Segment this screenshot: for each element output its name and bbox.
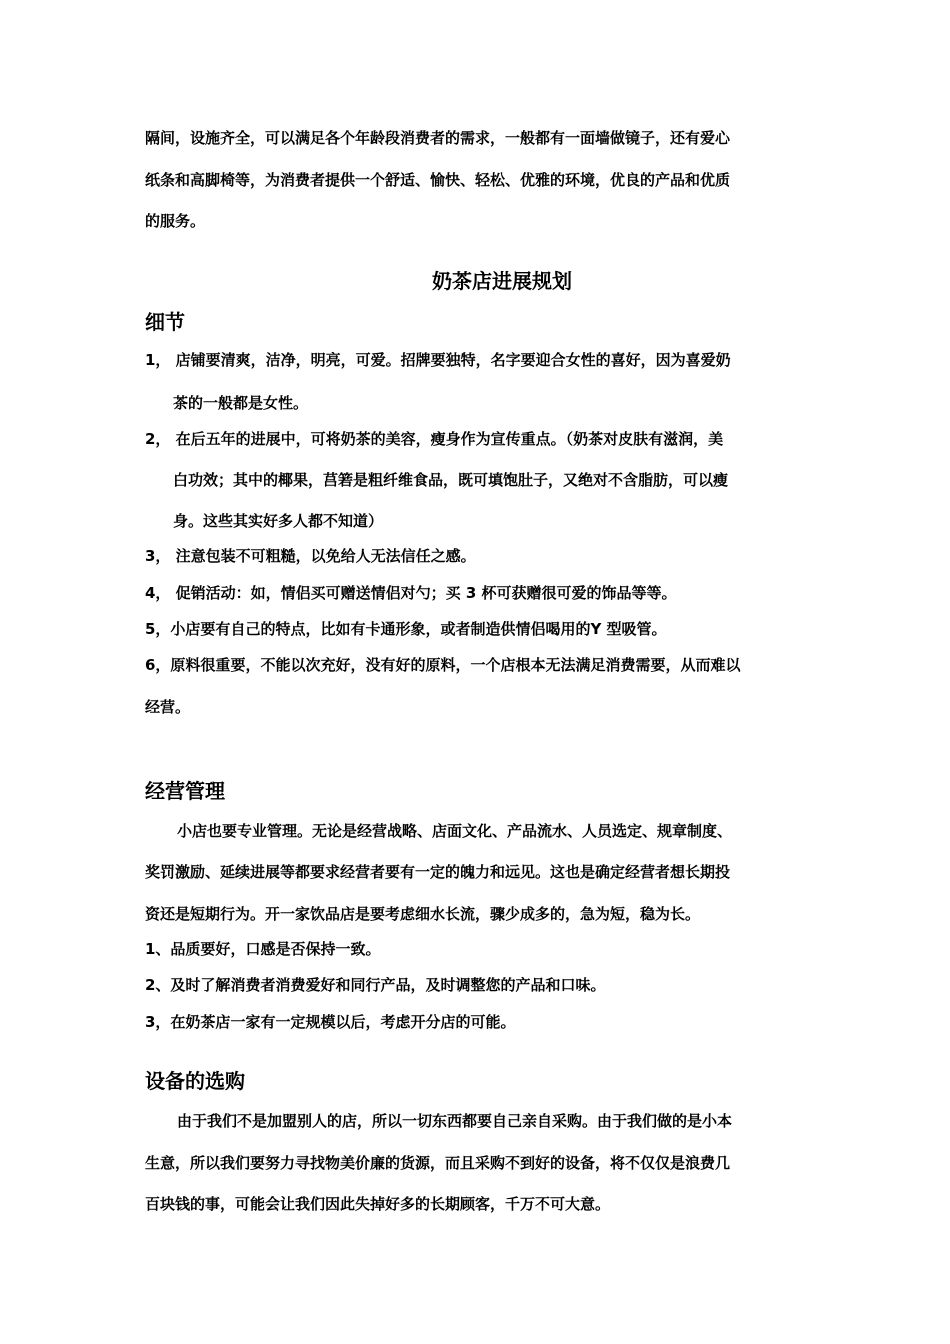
intro-line-3: 的服务。	[145, 212, 206, 230]
equipment-line-3: 百块钱的事，可能会让我们因此失掉好多的长期顾客，千万不可大意。	[145, 1195, 611, 1213]
details-item-4: 4， 促销活动：如，情侣买可赠送情侣对勺；买 3 杯可获赠很可爱的饰品等等。	[145, 584, 677, 602]
management-line-3: 资还是短期行为。开一家饮品店是要考虑细水长流，骤少成多的，急为短，稳为长。	[145, 905, 701, 923]
management-item-2: 2、及时了解消费者消费爱好和同行产品，及时调整您的产品和口味。	[145, 976, 606, 994]
details-item-2-cont-1: 白功效；其中的椰果，莒箬是粗纤维食品，既可填饱肚子，又绝对不含脂肪，可以瘦	[173, 471, 729, 489]
equipment-line-2: 生意，所以我们要努力寻找物美价廉的货源，而且采购不到好的设备，将不仅仅是浪费几	[145, 1154, 731, 1172]
management-item-1: 1、品质要好，口感是否保持一致。	[145, 940, 381, 958]
details-item-6-cont: 经营。	[145, 698, 191, 716]
document-title: 奶茶店进展规划	[432, 269, 572, 293]
section-heading-equipment: 设备的选购	[145, 1069, 245, 1093]
details-item-2: 2， 在后五年的进展中，可将奶茶的美容，瘦身作为宣传重点。（奶茶对皮肤有滋润，美	[145, 430, 724, 448]
management-item-3: 3，在奶茶店一家有一定规模以后，考虑开分店的可能。	[145, 1013, 516, 1031]
details-item-3: 3， 注意包装不可粗糙，以免给人无法信任之感。	[145, 547, 476, 565]
details-item-6: 6，原料很重要，不能以次充好，没有好的原料，一个店根本无法满足消费需要，从而难以	[145, 656, 741, 674]
management-line-2: 奖罚激励、延续进展等都要求经营者要有一定的魄力和远见。这也是确定经营者想长期投	[145, 863, 731, 881]
management-line-1: 小店也要专业管理。无论是经营战略、店面文化、产品流水、人员选定、规章制度、	[177, 822, 733, 840]
intro-line-2: 纸条和高脚椅等，为消费者提供一个舒适、愉快、轻松、优雅的环境，优良的产品和优质	[145, 171, 731, 189]
section-heading-management: 经营管理	[145, 779, 225, 803]
details-item-5: 5，小店要有自己的特点，比如有卡通形象，或者制造供情侣喝用的Y 型吸管。	[145, 620, 667, 638]
details-item-1-cont: 茶的一般都是女性。	[173, 394, 309, 412]
intro-line-1: 隔间，设施齐全，可以满足各个年龄段消费者的需求，一般都有一面墙做镜子，还有爱心	[145, 129, 731, 147]
details-item-2-cont-2: 身。这些其实好多人都不知道）	[173, 512, 384, 530]
details-item-1: 1， 店铺要清爽，洁净，明亮，可爱。招牌要独特，名字要迎合女性的喜好，因为喜爱奶	[145, 351, 731, 369]
equipment-line-1: 由于我们不是加盟别人的店，所以一切东西都要自己亲自采购。由于我们做的是小本	[177, 1112, 733, 1130]
section-heading-details: 细节	[145, 310, 185, 334]
